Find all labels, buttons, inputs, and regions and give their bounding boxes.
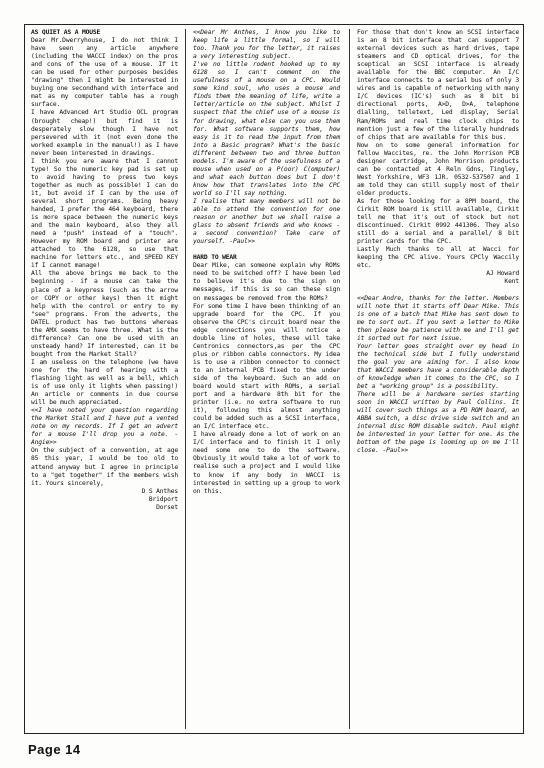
column-divider [349,29,350,729]
letter-paragraph: I have Advanced Art Studio OCL program (brought cheap!) but find it is desperately slow though I have not persevered with it (not even done the worked example in the manual!) as I have never been interested in drawings. [31,109,182,157]
spacer [193,246,340,254]
letter-paragraph: Dear Mr.Dwerryhouse, I do not think I have seen any article anywhere (including the WACCI index) on the pros and cons of the use of a mouse. If it can be used for other purposes besides "drawing" then I might be interested in buying one secondhand with interface and mat as my computer table has a rough surface. [31,37,182,109]
letter-paragraph: All the above brings me back to the beginning - if a mouse can take the place of a keypress (such as the arrow or COPY or other keys) then it might help with the control or entry to my "see" programs. From the adverts, the DATEL product has two buttons whereas the AMX seems to have three. What is the difference? Can one be used with an unsteady hand? If interested, can it be bought from the Market Stall? [31,270,182,358]
letter-paragraph: I think you are aware that I cannot type! So the numeric key pad is set up to avoid having to press two keys together as much as possible! I can do it, but avoid if I can by the use of several short programs. Being heavy handed, I prefer the 464 keyboard, there is more space between the numeric keys and the main keyboard, also they all need a "push" instead of a "touch". However my ROM board and printer are attached to the 6128, so use that machine for letters etc., and SPEED KEY if I cannot manage! [31,157,182,270]
letter-paragraph: Dear Mike, can someone explain why ROMs need to be switched off? I have been led to believe it's due to the sign on messages, if this is so can these sign on messages be removed from the ROMs? [193,262,344,302]
editor-reply: There will be a hardware series starting soon in WACCI written by Paul Collins. It will cover such things as a PD ROM board, an ABBA switch, a disc drive side switch and an internal disc ROM disable switch. Paul might be interested in your letter for one. As the bottom of the page is looming up on me I'll close. -Paul>> [357,391,523,455]
column-3 [357,29,523,729]
signature-county: Dorset [156,503,178,511]
editor-reply: <<Dear Mr Anthes, I know you like to keep life a little formal, so I will too. Thank you for the letter, it raises a very interesting subject. [193,29,344,61]
signature-name: AJ Howard [486,270,519,278]
letter-paragraph: I have already done a lot of work on an I/C interface and to finish it I only need some one to do the software. Obviously it would take a lot of work to realise such a project and I would like to know if any body in WACCI is interested in setting up a group to work on this. [193,431,344,495]
signature-county: Kent [504,278,519,286]
letter-paragraph: As for those looking for a 8PM board, the Cirkit ROM board is still available, Cirkit tell me that it's out of stock but not discontinued. Cirkit 0992 441306. They also still do a serial and a parallel/ 8 bit printer cards for the CPC. [357,197,523,246]
spacer [357,287,519,295]
letter-paragraph: For those that don't know an SCSI interface is an 8 bit interface that can support 7 external devices such as hard drives, tape steamers and CD optical drives, for the sceptical an SCSI interface is already available for the BBC computer. An I/C interface connects to a serial bus of only 3 wires and is capable of networking with many I/C devices (IC's) such as 8 bit bi directional ports, A>D, D>A, telephone dialling, telletext, Led display, Serial Ram/ROMs and real time clock chips to mention just a few of the literally hundreds of chips that are available for this bus. [357,29,523,141]
signature-town: Bridport [148,495,178,503]
editor-reply: I realise that many members will not be able to attend the convention for one reason or another but we shall raise a glass to absent friends and who knows - a second convention? Take care of yourself. -Paul>> [193,197,344,246]
article-title: AS QUIET AS A MOUSE [31,29,101,36]
letter-paragraph: I am useless on the telephone (we have one for the hard of hearing with a flashing light as well as a bell, which is of use only it lights when passing!) An article or comments in due course will be much appreciated. [31,358,182,407]
column-2 [193,29,344,729]
column-divider [185,29,186,729]
letter-paragraph: Lastly Much thanks to all at Wacci for keeping the CPC alive. Yours CPCly Waccily etc. [357,246,523,270]
letter-paragraph: On the subject of a convention, at age 85 this year, I would be too old to attend anyway but I agree in principle to a "get together" if the members wish it. Yours sincerely, [31,447,182,487]
signature-name: D S Anthes [141,487,178,495]
editor-reply: I've no little rodent hooked up to my 6128 so I can't comment on the usefulness of a mouse on a CPC. Would some kind soul, who uses a mouse and finds them the meaning of life, write a letter/article on the subject. Whilst I suspect that the chief use of a mouse is for drawing, what else can you use them for. What software supports them, how easy is it to read the input from them into a Basic program? What's the basic different between two and three button models. I'm aware of the usefulness of a mouse when used on a P(oor) C(omputer) and what each button does but I don't know how that translates into the CPC world so I'll say nothing. [193,61,344,197]
editor-reply: Your letter goes straight over my head in the technical side but I fully understand the goal you are aiming for. I also know that WACCI members have a considerable depth of knowledge when it comes to the CPC, so I bet a "working group" is a possibility. [357,342,523,391]
letter-paragraph: For some time I have been thinking of an upgrade board for the CPC. If you observe the CPC's circuit board near the edge connections you will notice a double line of holes, these will take Centronics connectors,as per the CPC plus or ribbon cable connectors. My idea is to use a ribbon connector to connect to an internal PCB fixed to the under side of the keyboard. Such an add on board would start with ROMs, a serial port and a hardware 8th bit for the printer (i.e. no extra software to run it), following this almost anything could be added such as a SCSI interface, an I/C interface etc. [193,302,344,431]
editor-reply: <<Dear Andre, thanks for the letter. Members will note that it starts off Dear Mike. This is one of a batch that Mike has sent down to me to sort out. If you sent a letter to Mike then please be patience with me and I'll get it sorted out for next issue. [357,294,523,342]
column-1 [31,29,182,729]
letter-paragraph: Now on to some general information for fellow Waccites, re. the John Morrison PCB designer cartridge, John Morrison products can be contacted at 4 Reln Gdns, Tingley, West Yorkshire, WF3 1JR. 0532-537507 and I am told they can still supply most of their older products. [357,141,523,197]
page-number: Page 14 [28,742,81,757]
page-frame [24,24,524,734]
article-title: HARD TO WEAR [193,254,237,262]
editor-reply: <<I have noted your question regarding the Market Stall and I have put a vented note on my records. If I get an advert for a mouse I'll drop you a note. -Angie>> [31,407,182,447]
